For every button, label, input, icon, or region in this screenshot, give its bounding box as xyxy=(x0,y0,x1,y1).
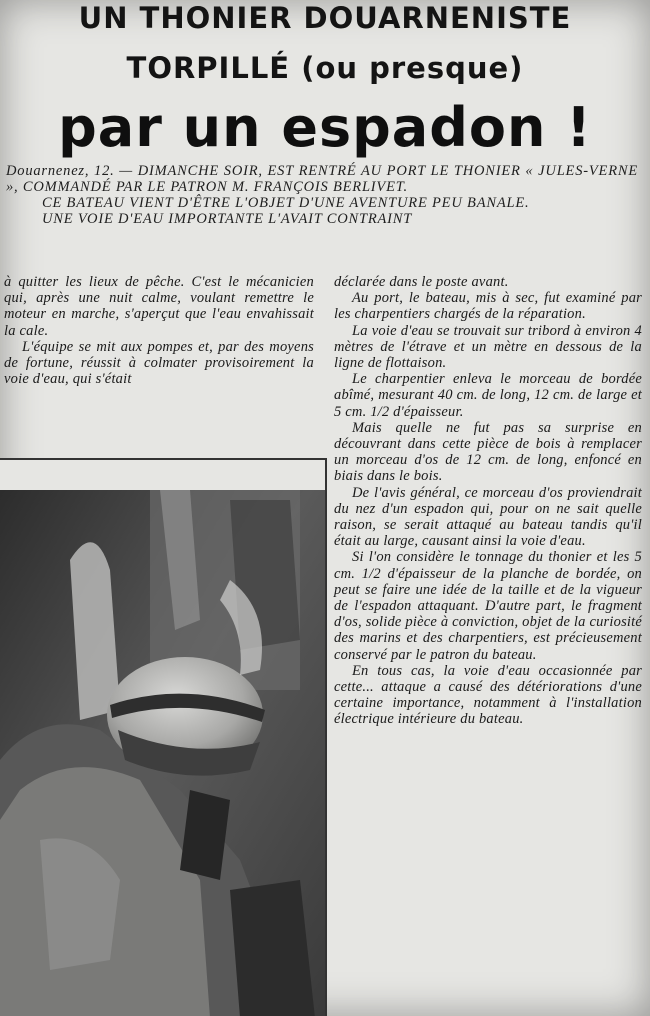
news-photo xyxy=(0,458,327,1016)
column2-paragraph-1: déclarée dans le poste avant. xyxy=(334,274,509,290)
intro-paragraph-2: CE BATEAU VIENT D'ÊTRE L'OBJET D'UNE AVENTURE PEU BANALE. xyxy=(42,195,530,211)
article-intro xyxy=(6,163,638,227)
article-column-2 xyxy=(334,274,642,728)
photo-illustration xyxy=(0,460,325,1016)
column1-paragraph-2: L'équipe se mit aux pompes et, par des moyens de fortune, réussit à colmater provisoirement la voie d'eau, qui s'était xyxy=(4,338,314,388)
headline-line-2: TORPILLÉ (ou presque) xyxy=(126,51,524,85)
column2-paragraph-5: Mais quelle ne fut pas sa surprise en découvrant dans cette pièce de bois à remplacer un morceau d'os de 12 cm. de long, enfoncé en biais dans le bois. xyxy=(334,419,642,485)
headline-line-1: UN THONIER DOUARNENISTE xyxy=(78,1,572,35)
column2-paragraph-7: Si l'on considère le tonnage du thonier et les 5 cm. 1/2 d'épaisseur de la planche de bordée, on peut se faire une idée de la taille et de la vigueur de l'espadon attaquant. D'autre part, le fragment d'os, solide pièce à conviction, objet de la curiosité des marins et des charpentiers, est précieusement conservé par le patron du bateau. xyxy=(334,549,642,663)
article-column-1 xyxy=(4,274,314,387)
intro-paragraph-3: UNE VOIE D'EAU IMPORTANTE L'AVAIT CONTRAINT xyxy=(42,211,413,227)
column2-paragraph-3: La voie d'eau se trouvait sur tribord à environ 4 mètres de l'étrave et un mètre en dessous de la ligne de flottaison. xyxy=(334,322,642,372)
column2-paragraph-8: En tous cas, la voie d'eau occasionnée par cette... attaque a causé des détériorations d'une certaine importance, notamment à l'installation électrique intérieure du bateau. xyxy=(334,662,642,728)
column2-paragraph-2: Au port, le bateau, mis à sec, fut examiné par les charpentiers chargés de la réparation. xyxy=(334,290,642,323)
column1-paragraph-1: à quitter les lieux de pêche. C'est le mécanicien qui, après une nuit calme, voulant remettre le moteur en marche, s'aperçut que l'eau envahissait la cale. xyxy=(4,274,314,339)
column2-paragraph-6: De l'avis général, ce morceau d'os proviendrait du nez d'un espadon qui, pour on ne sait quelle raison, se serait attaqué au bateau tandis qu'il était au large, causant ainsi la voie d'eau. xyxy=(334,484,642,550)
intro-paragraph-1: Douarnenez, 12. — DIMANCHE SOIR, EST RENTRÉ AU PORT LE THONIER « JULES-VERNE », COMMANDÉ PAR LE PATRON M. FRANÇOIS BERLIVET. xyxy=(6,163,638,195)
headline-main: par un espadon ! xyxy=(58,96,592,159)
column2-paragraph-4: Le charpentier enleva le morceau de bordée abîmé, mesurant 40 cm. de long, 12 cm. de large et 5 cm. 1/2 d'épaisseur. xyxy=(334,371,642,420)
